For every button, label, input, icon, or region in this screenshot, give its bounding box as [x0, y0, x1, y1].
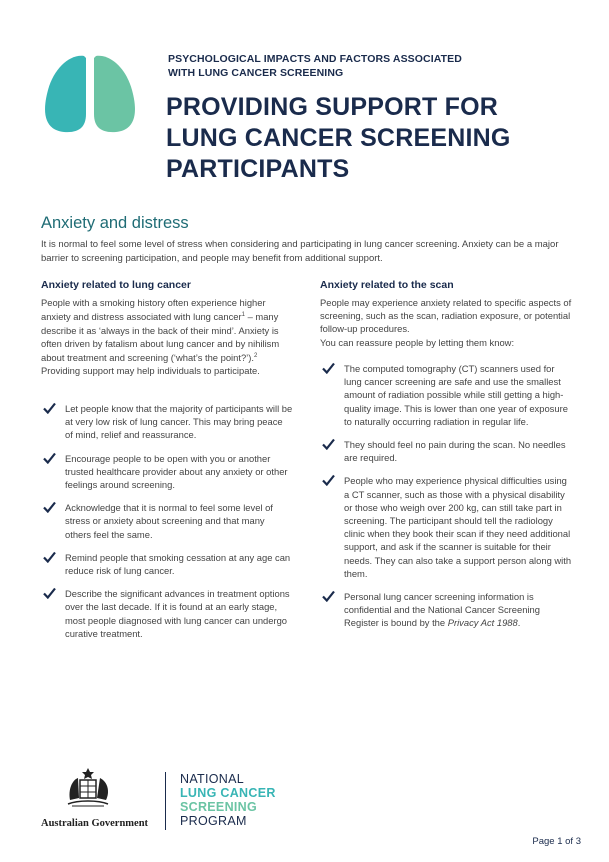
program-brand — [180, 772, 276, 828]
list-item — [41, 501, 293, 541]
left-column-heading: Anxiety related to lung cancer — [41, 279, 191, 291]
checkmark-icon — [43, 587, 56, 599]
paragraph: People may experience anxiety related to specific aspects of screening, such as the scan, radiation exposure, or potential follow-up procedures. — [320, 297, 572, 335]
checkmark-icon — [43, 452, 56, 464]
kicker-line: PSYCHOLOGICAL IMPACTS AND FACTORS ASSOCIATED — [168, 53, 462, 65]
title-line: PARTICIPANTS — [166, 155, 350, 183]
left-checklist — [41, 402, 293, 640]
list-item-text: Describe the significant advances in treatment options over the last decade. If it is found at an early stage, most people diagnosed with lung cancer can undergo curative treatment. — [65, 588, 290, 639]
section-intro: It is normal to feel some level of stress when considering and participating in lung cancer screening. Anxiety can be a major barrier to screening participation, and people may benefit from additional support. — [41, 239, 559, 264]
kicker-line: WITH LUNG CANCER SCREENING — [168, 67, 344, 79]
list-item-text: Encourage people to be open with you or another trusted healthcare provider about any anxiety or other feelings around screening. — [65, 452, 288, 491]
title-line: LUNG CANCER SCREENING — [166, 124, 511, 152]
page-number: Page 1 of 3 — [532, 836, 581, 847]
coat-of-arms-icon — [62, 766, 114, 810]
brand-line: PROGRAM — [180, 814, 247, 828]
brand-line: SCREENING — [180, 800, 258, 814]
text-run: Providing support may help individuals to participate. — [41, 365, 260, 377]
brand-line: LUNG CANCER — [180, 786, 276, 800]
list-item — [41, 402, 293, 442]
brand-line: NATIONAL — [180, 772, 244, 786]
list-item — [41, 551, 293, 577]
checkmark-icon — [322, 362, 335, 374]
footer-divider — [165, 772, 166, 830]
footnote-ref: 1 — [241, 312, 245, 319]
right-checklist — [320, 362, 574, 630]
list-item-text: People who may experience physical difficulties using a CT scanner, such as those with a physical disability or those who weigh over 200 kg, can still take part in screening. The participant should tell the radiology clinic when they book their scan if they need additional support, and ask if the scanner is suitable for their needs. They can also take a support person along with them. — [344, 475, 572, 579]
left-column-intro — [41, 296, 295, 377]
footnote-ref: 2 — [253, 352, 258, 359]
list-item — [320, 362, 574, 428]
list-item-text — [344, 591, 540, 628]
list-item — [41, 587, 293, 640]
checkmark-icon — [322, 474, 335, 486]
page-title — [166, 92, 596, 185]
checkmark-icon — [322, 438, 335, 450]
list-item-text: Remind people that smoking cessation at any age can reduce risk of lung cancer. — [65, 551, 291, 577]
checkmark-icon — [43, 501, 56, 513]
list-item — [320, 590, 574, 630]
paragraph: You can reassure people by letting them know: — [320, 336, 515, 348]
text-run: Personal lung cancer screening information is confidential and the National Cancer Screening Register is bound by the — [344, 591, 540, 629]
text-run: – many describe it as ‘always in the back of their mind’. Anxiety is often driven by fatalism about lung cancer and by nihilism about treatment and screening (‘what’s the point?’). — [41, 311, 280, 364]
checkmark-icon — [43, 402, 56, 414]
checkmark-icon — [43, 551, 56, 563]
right-column-heading: Anxiety related to the scan — [320, 279, 454, 291]
list-item — [320, 474, 574, 580]
section-heading: Anxiety and distress — [41, 214, 189, 232]
government-label: Australian Government — [41, 818, 149, 829]
checkmark-icon — [322, 590, 335, 602]
list-item-text: The computed tomography (CT) scanners used for lung cancer screening are safe and use the smallest amount of radiation possible while still getting a high-quality image. This is lower than one year of exposure to naturally occurring radiation in regular life. — [344, 363, 568, 427]
list-item-text: Let people know that the majority of participants will be at very low risk of lung cancer. This may bring peace of mind, relief and reassurance. — [65, 403, 293, 441]
right-column-intro — [320, 296, 572, 349]
document-kicker — [168, 52, 588, 80]
lungs-logo-icon — [40, 50, 140, 134]
list-item-text: Acknowledge that it is normal to feel some level of stress or anxiety about screening and that many others feel the same. — [65, 502, 273, 540]
list-item — [41, 452, 293, 492]
list-item-text: They should feel no pain during the scan. No needles are required. — [344, 439, 566, 464]
act-title: Privacy Act 1988 — [447, 617, 518, 629]
title-line: PROVIDING SUPPORT FOR — [166, 93, 499, 121]
list-item — [320, 438, 574, 464]
text-run: . — [517, 617, 521, 629]
text-run: People with a smoking history often experience higher anxiety and distress associated with lung cancer — [41, 297, 266, 323]
